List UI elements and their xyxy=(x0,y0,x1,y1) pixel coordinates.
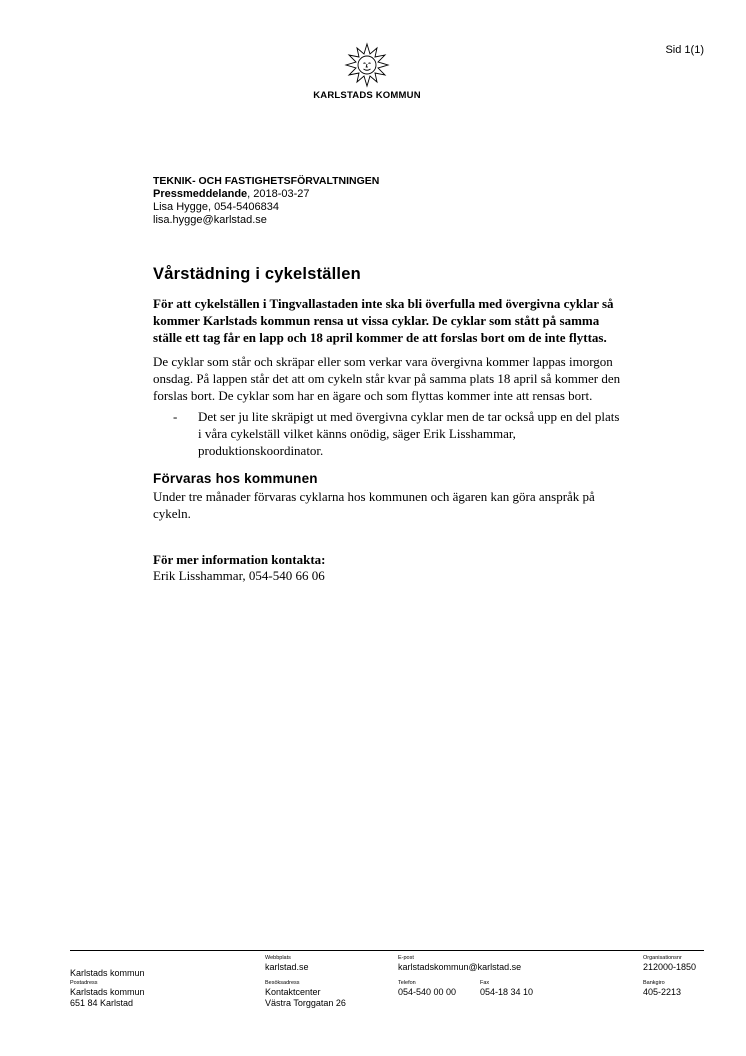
contact-value: Erik Lisshammar, 054-540 66 06 xyxy=(153,568,325,583)
body-paragraph-1: De cyklar som står och skräpar eller som verkar vara övergivna kommer lappas imorgon onsdag. På lappen står det att om cykeln står kvar på samma plats 18 april så kommer den forslas bort. De cyklar som har en ägare och som flyttas kommer inte att rensas bort. xyxy=(153,354,621,403)
quote-dash: - xyxy=(173,409,178,424)
sender-email: lisa.hygge@karlstad.se xyxy=(153,214,267,226)
footer-divider xyxy=(70,950,704,951)
footer-phone: Telefon 054-540 00 00 xyxy=(398,980,457,997)
quote-text: Det ser ju lite skräpigt ut med övergivna cyklar men de tar också upp en del plats i våra cykelställ vilket känns onödig, säger Erik Lisshammar, produktionskoordinator. xyxy=(198,409,620,458)
footer-website: Webbplats karlstad.se xyxy=(265,955,309,972)
contact-person: Lisa Hygge, 054-5406834 xyxy=(153,201,279,213)
footer-postal-address: Postadress Karlstads kommun 651 84 Karlstad xyxy=(70,980,145,1008)
quote-paragraph xyxy=(153,408,623,459)
lead-paragraph: För att cykelställen i Tingvallastaden inte ska bli överfulla med övergivna cyklar så kommer Karlstads kommun rensa ut vissa cyklar. De cyklar som stått på samma ställe ett tag får en lapp och 18 april kommer de att forslas bort om de inte flyttas. xyxy=(153,296,614,345)
doc-type: Pressmeddelande xyxy=(153,188,248,200)
footer-org-name: Karlstads kommun xyxy=(70,968,145,978)
subheading: Förvaras hos kommunen xyxy=(153,471,318,486)
footer-email: E-post karlstadskommun@karlstad.se xyxy=(398,955,522,972)
footer-bankgiro: Bankgiro 405-2213 xyxy=(643,980,682,997)
contact-label: För mer information kontakta: xyxy=(153,552,326,567)
page-number: Sid 1(1) xyxy=(665,44,704,56)
article-title: Vårstädning i cykelställen xyxy=(153,265,361,283)
press-date: , 2018-03-27 xyxy=(247,188,310,200)
press-line xyxy=(153,188,379,201)
logo xyxy=(300,42,434,101)
logo-text: KARLSTADS KOMMUN xyxy=(313,90,421,101)
sender-block xyxy=(153,175,379,227)
body-paragraph-2: Under tre månader förvaras cyklarna hos kommunen och ägaren kan göra anspråk på cykeln. xyxy=(153,489,595,521)
contact-block xyxy=(153,552,623,584)
footer-visit-address: Besöksadress Kontaktcenter Västra Torggatan 26 xyxy=(265,980,346,1008)
footer-orgnr: Organisationsnr 212000-1850 xyxy=(643,955,697,972)
sun-icon xyxy=(344,42,390,88)
footer-fax: Fax 054-18 34 10 xyxy=(480,980,534,997)
article xyxy=(153,265,623,584)
department: TEKNIK- OCH FASTIGHETSFÖRVALTNINGEN xyxy=(153,175,380,187)
